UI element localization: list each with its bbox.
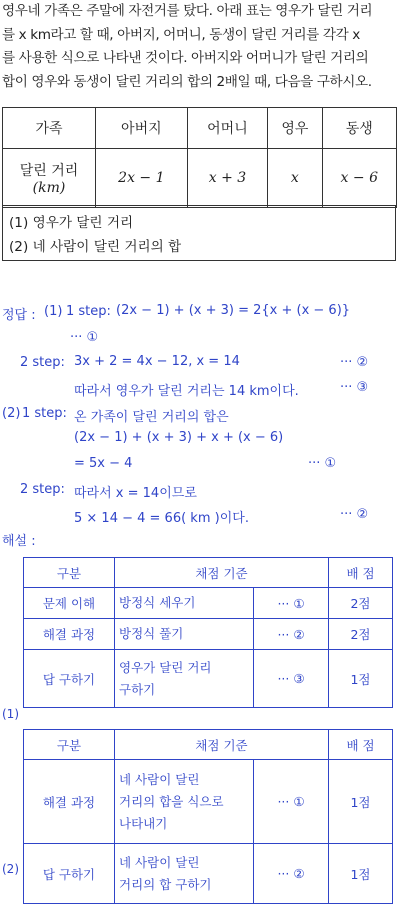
row-label-unit: (km) xyxy=(32,180,66,196)
header-sibling: 동생 xyxy=(322,108,396,149)
step2-conclusion-mark: ··· ③ xyxy=(340,380,369,395)
grade2-row1-mark: ··· ① xyxy=(254,760,329,844)
grade1-header-category: 구분 xyxy=(24,558,115,588)
problem-line: 를 x km라고 할 때, 아버지, 어머니, 동생이 달린 거리를 각각 x xyxy=(2,26,360,43)
grading-table-2 xyxy=(23,729,393,904)
grade2-row1-criterion-line3: 나타내기 xyxy=(119,815,168,831)
distance-table xyxy=(2,107,397,208)
grade2-row1-points: 1점 xyxy=(329,760,393,844)
part2-step2-text: 따라서 x = 14이므로 xyxy=(74,486,197,501)
value-sibling: x − 6 xyxy=(322,149,396,208)
answer-title: 정답 : xyxy=(2,308,36,323)
grade2-row2-points: 1점 xyxy=(329,844,393,904)
grade1-row3-criterion xyxy=(115,650,254,708)
problem-text xyxy=(2,0,398,94)
step2-mark: ··· ② xyxy=(340,355,369,370)
part2-label: (2) xyxy=(2,406,21,421)
problem-line: 를 사용한 식으로 나타낸 것이다. 아버지와 어머니가 달린 거리의 xyxy=(2,50,369,66)
question-2: (2) 네 사람이 달린 거리의 합 xyxy=(9,239,182,255)
step1-equation: (2x − 1) + (x + 3) = 2{x + (x − 6)} xyxy=(116,303,351,318)
grade2-row1-criterion xyxy=(115,760,254,844)
grade1-row3-category: 답 구하기 xyxy=(24,650,115,708)
part2-step1-eq1: (2x − 1) + (x + 3) + x + (x − 6) xyxy=(74,430,284,445)
grade2-row1-criterion-line2: 거리의 합을 식으로 xyxy=(119,793,224,809)
header-family: 가족 xyxy=(3,108,96,149)
grade1-row3-mark: ··· ③ xyxy=(254,650,329,708)
grade1-row1-points: 2점 xyxy=(329,588,393,619)
grade2-header-category: 구분 xyxy=(24,730,115,760)
grade1-row2-points: 2점 xyxy=(329,619,393,650)
grade1-row3-criterion-line1: 영우가 달린 거리 xyxy=(119,659,212,675)
part2-step1-eq2: = 5x − 4 xyxy=(74,456,133,471)
part2-step1-label: 1 step: xyxy=(22,406,67,421)
grade2-side-label: (2) xyxy=(2,862,19,876)
part2-step1-text: 온 가족이 달린 거리의 합은 xyxy=(74,410,229,425)
step2-label: 2 step: xyxy=(20,355,65,370)
grade2-header-criterion: 채점 기준 xyxy=(115,730,329,760)
grade2-row1-criterion-line1: 네 사람이 달린 xyxy=(119,771,200,787)
grade1-row2-category: 해결 과정 xyxy=(24,619,115,650)
header-mother: 어머니 xyxy=(187,108,268,149)
grade2-row1-category: 해결 과정 xyxy=(24,760,115,844)
grade1-header-criterion: 채점 기준 xyxy=(115,558,329,588)
value-father: 2x − 1 xyxy=(96,149,188,208)
header-father: 아버지 xyxy=(96,108,188,149)
row-label xyxy=(3,149,96,208)
header-youngwoo: 영우 xyxy=(268,108,322,149)
part2-step2-mark: ··· ② xyxy=(340,507,369,522)
grade1-row3-criterion-line2: 구하기 xyxy=(119,681,156,697)
grade1-row2-mark: ··· ② xyxy=(254,619,329,650)
grade1-row1-criterion: 방정식 세우기 xyxy=(115,588,254,619)
problem-line: 합이 영우와 동생이 달린 거리의 합의 2배일 때, 다음을 구하시오. xyxy=(2,73,372,90)
grade2-row2-category: 답 구하기 xyxy=(24,844,115,904)
value-youngwoo: x xyxy=(268,149,322,208)
question-1: (1) 영우가 달린 거리 xyxy=(9,215,134,231)
grade1-row1-mark: ··· ① xyxy=(254,588,329,619)
grade2-row2-criterion xyxy=(115,844,254,904)
grade2-row2-criterion-line2: 거리의 합 구하기 xyxy=(119,876,212,892)
problem-line: 영우네 가족은 주말에 자전거를 탔다. 아래 표는 영우가 달린 거리 xyxy=(2,3,373,19)
grade1-row3-points: 1점 xyxy=(329,650,393,708)
grade2-row2-criterion-line1: 네 사람이 달린 xyxy=(119,854,200,870)
grade2-row2-mark: ··· ② xyxy=(254,844,329,904)
value-mother: x + 3 xyxy=(187,149,268,208)
grade2-header-points: 배 점 xyxy=(329,730,393,760)
questions-box xyxy=(2,205,396,261)
explanation-title: 해설 : xyxy=(2,534,36,549)
part2-step1-mark: ··· ① xyxy=(308,456,337,471)
grade1-row2-criterion: 방정식 풀기 xyxy=(115,619,254,650)
grade1-header-points: 배 점 xyxy=(329,558,393,588)
grading-table-1 xyxy=(23,557,393,708)
row-label-line1: 달린 거리 xyxy=(19,163,79,179)
grade1-row1-category: 문제 이해 xyxy=(24,588,115,619)
step1-mark: ··· ① xyxy=(70,330,99,345)
part1-label: (1) xyxy=(44,304,63,319)
part2-step2-label: 2 step: xyxy=(20,482,65,497)
step2-conclusion: 따라서 영우가 달린 거리는 14 km이다. xyxy=(74,384,299,399)
grade1-side-label: (1) xyxy=(2,707,19,721)
step2-equation: 3x + 2 = 4x − 12, x = 14 xyxy=(74,354,240,369)
part2-step2-equation: 5 × 14 − 4 = 66( km )이다. xyxy=(74,511,249,526)
step1-label: 1 step: xyxy=(66,304,111,319)
